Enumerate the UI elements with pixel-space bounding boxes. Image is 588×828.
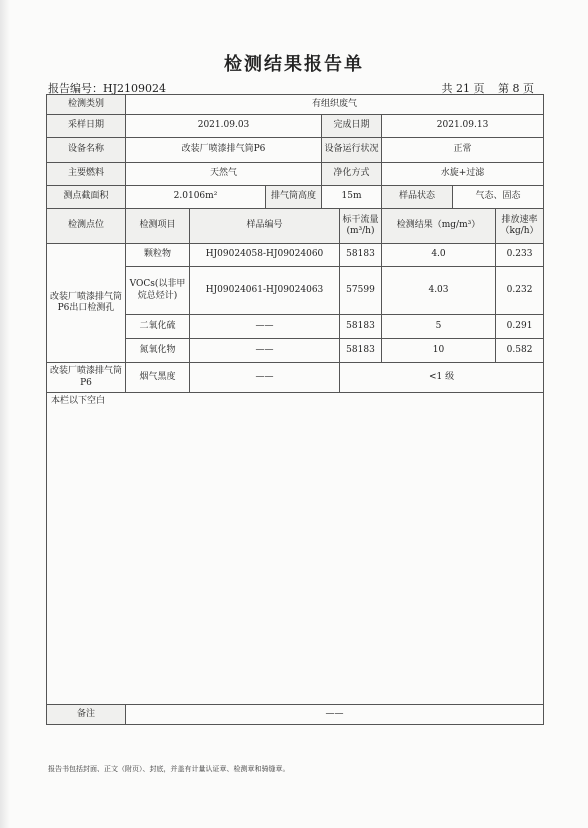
page-edge-shadow [0,0,10,828]
row-header [47,209,544,244]
header-sample-no: 样品编号 [190,209,340,244]
label-sample-state: 样品状态 [382,186,453,209]
blank-row [47,393,544,705]
value-remarks: —— [126,705,544,725]
label-category: 检测类别 [47,95,126,115]
flow-cell: 57599 [340,267,382,315]
value-area: 2.0106m² [126,186,266,209]
sample-no-cell: HJ09024058-HJ09024060 [190,244,340,267]
label-sample-date: 采样日期 [47,115,126,138]
header-rate: 排放速率（kg/h） [496,209,544,244]
footer-note: 报告书包括封面、正文（附页）、封底，并盖有计量认证章、检测章和骑缝章。 [48,765,290,773]
rate-cell: 0.291 [496,315,544,339]
label-fuel: 主要燃料 [47,163,126,186]
row-area [47,186,544,209]
item-cell: 烟气黑度 [126,363,190,393]
row-remarks [47,705,544,725]
label-stack-height: 排气筒高度 [266,186,322,209]
item-cell: 二氧化硫 [126,315,190,339]
value-category: 有组织废气 [126,95,544,115]
value-sample-date: 2021.09.03 [126,115,322,138]
sample-no-cell: —— [190,363,340,393]
flow-cell: 58183 [340,315,382,339]
result-cell: 10 [382,339,496,363]
total-pages: 共 21 页 [441,82,485,95]
result-cell: 5 [382,315,496,339]
rate-cell: 0.233 [496,244,544,267]
result-cell: 4.0 [382,244,496,267]
label-remarks: 备注 [47,705,126,725]
row-category [47,95,544,115]
header-result: 检测结果（mg/m³） [382,209,496,244]
label-purify: 净化方式 [322,163,382,186]
header-item: 检测项目 [126,209,190,244]
value-purify: 水旋+过滤 [382,163,544,186]
flow-cell: 58183 [340,339,382,363]
smoke-row [47,363,544,393]
value-equip-status: 正常 [382,138,544,163]
item-cell: 颗粒物 [126,244,190,267]
value-equipment: 改装厂喷漆排气筒P6 [126,138,322,163]
row-fuel [47,163,544,186]
page-number: 第 8 页 [498,82,534,95]
item-cell: 氮氧化物 [126,339,190,363]
value-finish-date: 2021.09.13 [382,115,544,138]
result-cell: 4.03 [382,267,496,315]
report-table [46,94,544,725]
table-row [47,244,544,267]
value-fuel: 天然气 [126,163,322,186]
point-cell-smoke: 改装厂喷漆排气筒P6 [47,363,126,393]
sample-no-cell: HJ09024061-HJ09024063 [190,267,340,315]
result-cell: <1 级 [340,363,544,393]
value-stack-height: 15m [322,186,382,209]
header-point: 检测点位 [47,209,126,244]
page-title: 检测结果报告单 [224,54,364,75]
label-area: 测点截面积 [47,186,126,209]
header-flow: 标干流量(m³/h) [340,209,382,244]
row-dates [47,115,544,138]
label-equipment: 设备名称 [47,138,126,163]
blank-note: 本栏以下空白 [47,393,544,705]
point-cell: 改装厂喷漆排气筒P6出口检测孔 [47,244,126,363]
sample-no-cell: —— [190,315,340,339]
label-equip-status: 设备运行状况 [322,138,382,163]
value-sample-state: 气态、固态 [453,186,544,209]
label-finish-date: 完成日期 [322,115,382,138]
flow-cell: 58183 [340,244,382,267]
rate-cell: 0.582 [496,339,544,363]
report-number: 报告编号：HJ2109024 [48,82,166,95]
item-cell: VOCs(以非甲烷总烃计) [126,267,190,315]
sample-no-cell: —— [190,339,340,363]
rate-cell: 0.232 [496,267,544,315]
row-equipment [47,138,544,163]
